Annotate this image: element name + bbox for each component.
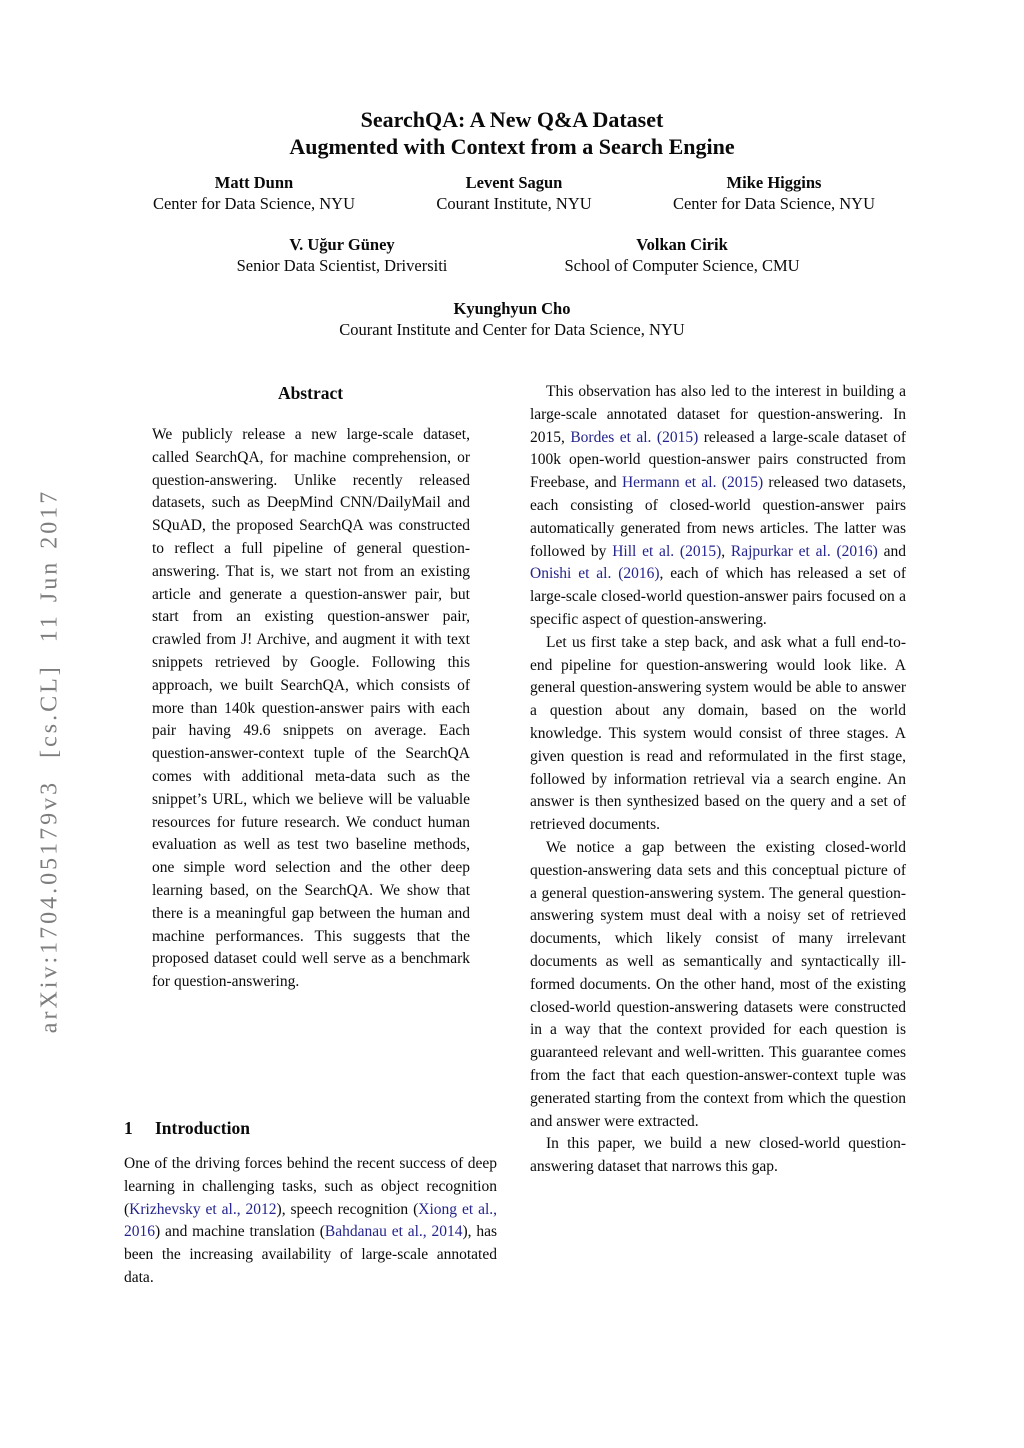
paragraph <box>530 632 906 837</box>
paragraph <box>530 837 906 1133</box>
author-affiliation: Center for Data Science, NYU <box>672 194 876 213</box>
author-affiliation: School of Computer Science, CMU <box>564 256 800 275</box>
author-name: Matt Dunn <box>214 173 294 192</box>
author-block <box>212 298 812 341</box>
abstract-text <box>152 424 470 994</box>
right-column <box>530 381 906 1179</box>
author-block <box>512 234 852 277</box>
paper-title <box>0 106 1024 160</box>
text-segment: released a large-scale dataset of 100k open-world question-answer pairs constructed from Freebase, and <box>530 428 906 492</box>
text-segment: We publicly release a new large-scale dataset, called SearchQA, for machine comprehension, or question-answering. Unlike recently released datasets, such as DeepMind CNN/DailyMail and SQuAD, the proposed SearchQA was constructed to reflect a full pipeline of general question-answering. That is, we start not from an existing article and generate a question-answer pair, but start from an existing question-answer pair, crawled from J! Archive, and augment it with text snippets retrieved by Google. Following this approach, we built SearchQA, which consists of more than 140k question-answer pairs with each pair having 49.6 snippets on average. Each question-answer-context tuple of the SearchQA comes with additional meta-data such as the snippet’s URL, which we believe will be valuable resources for future research. We conduct human evaluation as well as test two baseline methods, one simple word selection and the other deep learning based, on the SearchQA. We show that there is a meaningful gap between the human and machine performances. This suggests that the proposed dataset could well serve as a benchmark for question-answering. <box>152 426 470 991</box>
author-block <box>124 172 384 215</box>
author-affiliation: Center for Data Science, NYU <box>152 194 356 213</box>
text-segment: This observation has also led to the interest in building a large-scale annotated dataset for question-answering. In 2015, <box>530 383 906 446</box>
citation-link[interactable]: Onishi et al. (2016) <box>530 565 660 583</box>
author-block <box>384 172 644 215</box>
author-affiliation: Courant Institute and Center for Data Science, NYU <box>339 320 685 339</box>
citation-link[interactable]: Krizhevsky et al., 2012 <box>129 1200 277 1218</box>
author-name: Volkan Cirik <box>636 235 728 254</box>
text-segment: ), speech recognition ( <box>276 1200 419 1218</box>
introduction-paragraph <box>124 1153 497 1290</box>
text-segment: released two datasets, each consisting of closed-world question-answer pairs automatically generated from news articles. The latter was followed by <box>530 474 906 560</box>
text-segment: Let us first take a step back, and ask what a full end-to-end pipeline for question-answering would look like. A general question-answering system would be able to answer a question about any domain, based on the world knowledge. This system would consist of three stages. A given question is read and reformulated in the first stage, followed by information retrieval via a search engine. An answer is then synthesized based on the query and a set of retrieved documents. <box>530 633 906 834</box>
text-segment: ) and machine translation ( <box>155 1223 325 1241</box>
section-number: 1 <box>124 1118 133 1138</box>
arxiv-watermark: arXiv:1704.05179v3 [cs.CL] 11 Jun 2017 <box>36 488 63 1034</box>
authors-row-1 <box>124 172 904 215</box>
abstract-heading: Abstract <box>277 383 344 403</box>
text-segment: , <box>721 542 731 560</box>
text-segment: ), has been the increasing availability of large-scale annotated data. <box>124 1223 498 1286</box>
text-segment: In this paper, we build a new closed-world question-answering dataset that narrows this gap. <box>530 1135 906 1176</box>
author-name: Levent Sagun <box>465 173 563 192</box>
authors-row-3 <box>0 298 1024 341</box>
author-name: Mike Higgins <box>726 173 822 192</box>
author-affiliation: Courant Institute, NYU <box>436 194 592 213</box>
author-block <box>644 172 904 215</box>
citation-link[interactable]: Bahdanau et al., 2014 <box>324 1223 463 1241</box>
citation-link[interactable]: Rajpurkar et al. (2016) <box>730 542 878 560</box>
author-affiliation: Senior Data Scientist, Driversiti <box>236 256 448 275</box>
paper-title-line-2: Augmented with Context from a Search Engine <box>289 134 735 159</box>
author-name: Kyunghyun Cho <box>453 299 571 318</box>
citation-link[interactable]: Bordes et al. (2015) <box>570 428 699 446</box>
text-segment: , each of which has released a set of large-scale closed-world question-answer pairs focused on a specific aspect of question-answering. <box>530 565 906 628</box>
citation-link[interactable]: Hill et al. (2015) <box>612 542 722 560</box>
citation-link[interactable]: Xiong et al., 2016 <box>124 1200 498 1241</box>
author-name: V. Uğur Güney <box>289 235 395 254</box>
paragraph <box>530 1133 906 1179</box>
paper-title-line-1: SearchQA: A New Q&A Dataset <box>360 107 664 132</box>
text-segment: One of the driving forces behind the recent success of deep learning in challenging tasks, such as object recognition ( <box>124 1155 497 1218</box>
citation-link[interactable]: Hermann et al. (2015) <box>621 474 764 492</box>
section-heading-introduction <box>124 1118 497 1139</box>
section-title: Introduction <box>155 1118 250 1138</box>
text-segment: and <box>877 542 906 560</box>
paragraph <box>530 381 906 632</box>
text-segment: We notice a gap between the existing closed-world question-answering data sets and this conceptual picture of a general question-answering system. The general question-answering system must deal with a noisy set of retrieved documents, which likely consist of many irrelevant documents as well as semantically and syntactically ill-formed documents. On the other hand, most of the existing closed-world question-answering datasets were constructed in a way that the context provided for each question is guaranteed relevant and well-written. This guarantee comes from the fact that each question-answer-context tuple was generated starting from the context from which the question and answer were extracted. <box>530 838 906 1130</box>
authors-row-2 <box>0 234 1024 277</box>
author-block <box>172 234 512 277</box>
